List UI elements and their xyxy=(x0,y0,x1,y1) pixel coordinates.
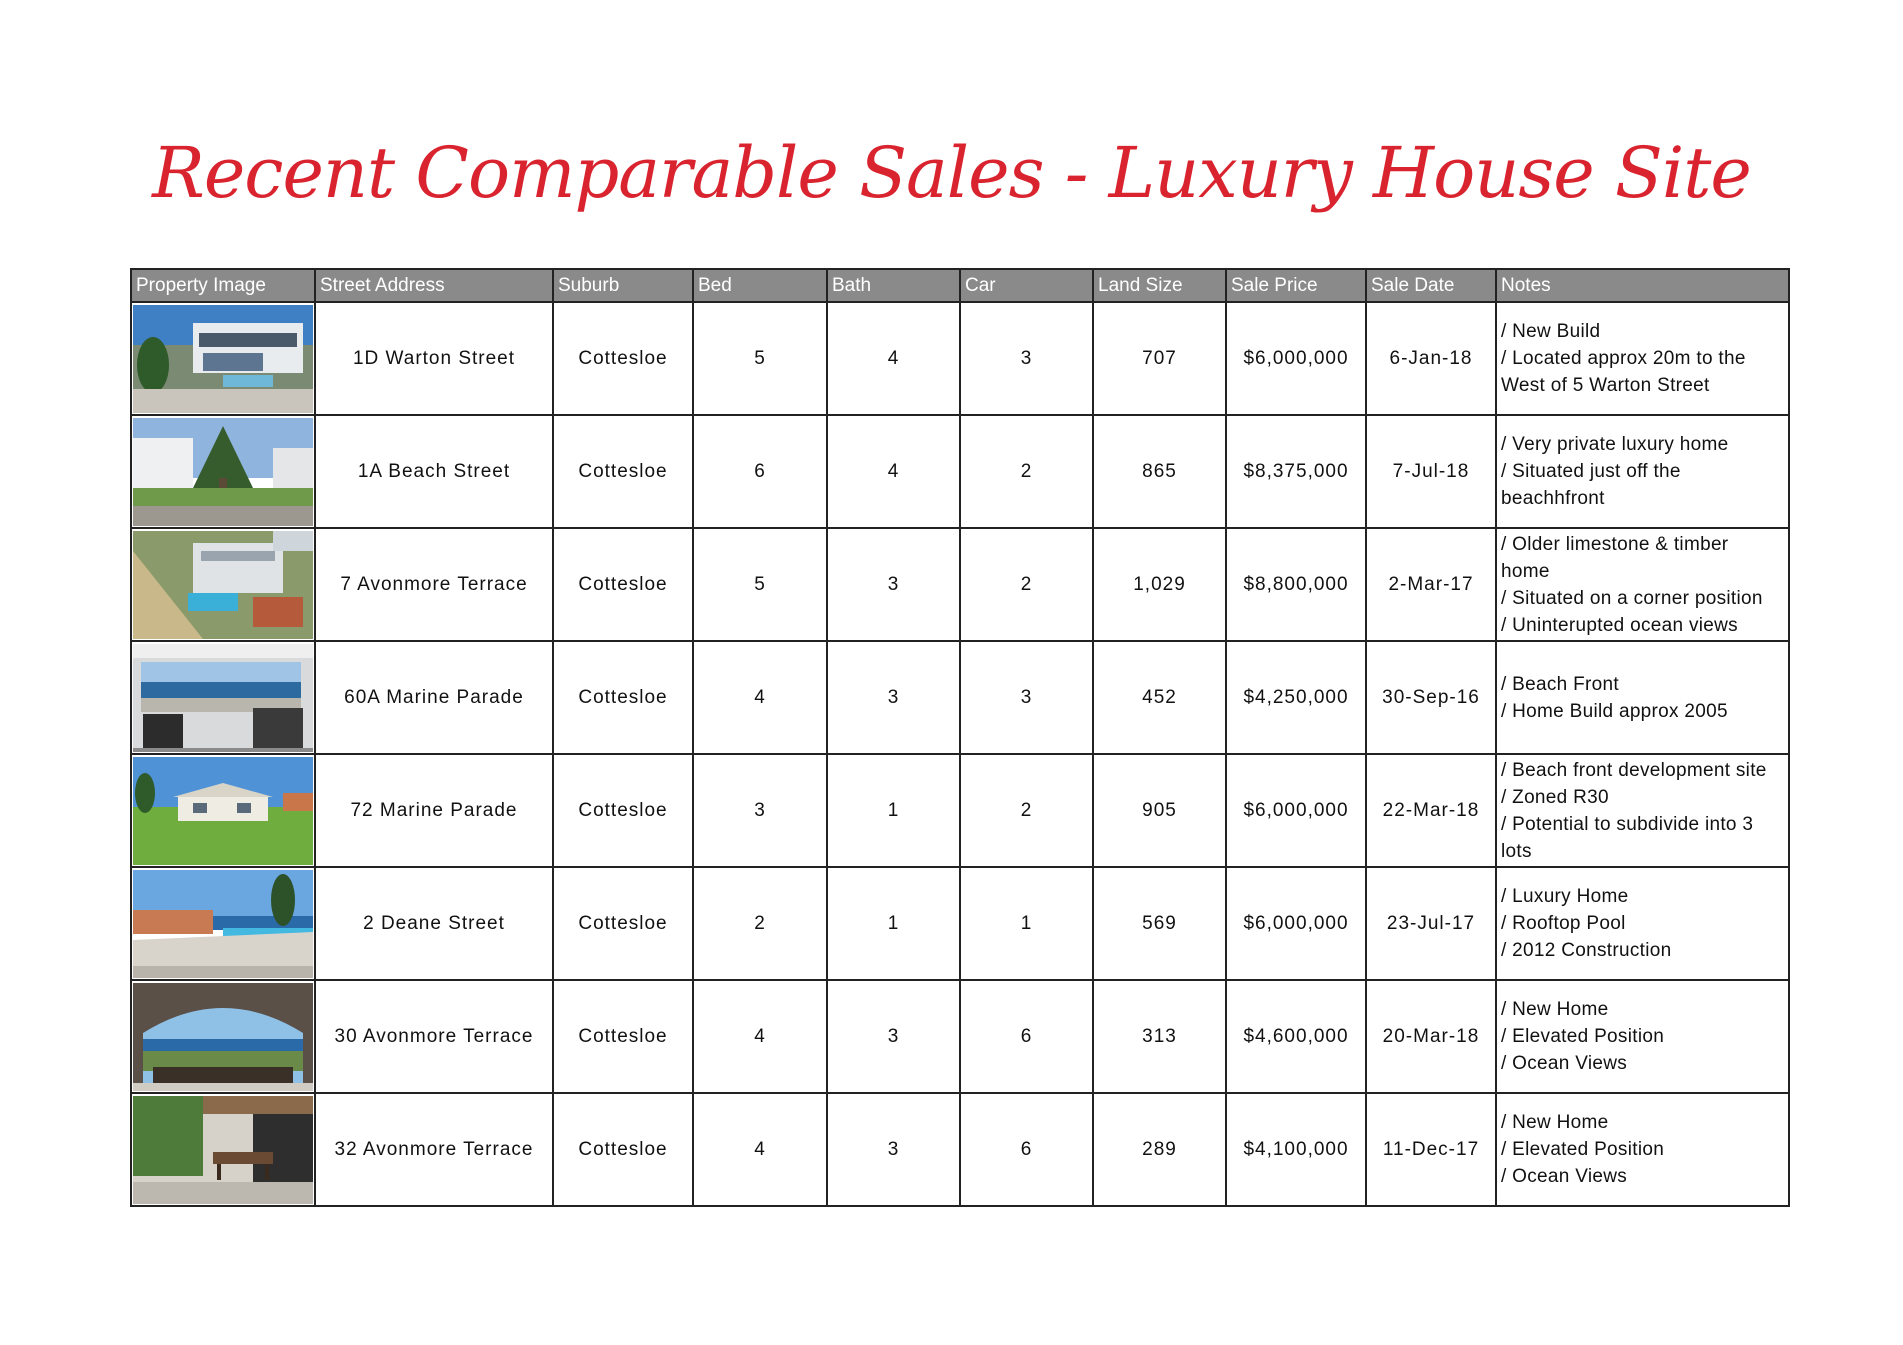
car-count: 6 xyxy=(960,980,1093,1093)
notes xyxy=(1496,528,1789,641)
sale-date: 7-Jul-18 xyxy=(1366,415,1496,528)
suburb: Cottesloe xyxy=(553,641,693,754)
sale-price: $4,600,000 xyxy=(1226,980,1366,1093)
car-count: 2 xyxy=(960,528,1093,641)
bath-count: 4 xyxy=(827,415,960,528)
sale-price: $8,800,000 xyxy=(1226,528,1366,641)
header-bath: Bath xyxy=(827,269,960,302)
suburb: Cottesloe xyxy=(553,415,693,528)
sale-date: 6-Jan-18 xyxy=(1366,302,1496,415)
notes xyxy=(1496,754,1789,867)
note-line: / New Home xyxy=(1501,999,1609,1020)
bath-count: 3 xyxy=(827,528,960,641)
bed-count: 6 xyxy=(693,415,827,528)
note-line: / 2012 Construction xyxy=(1501,940,1672,961)
property-image-cell xyxy=(131,754,315,867)
note-line: / Rooftop Pool xyxy=(1501,913,1626,934)
table-row xyxy=(131,302,1789,415)
table-row xyxy=(131,1093,1789,1206)
bed-count: 5 xyxy=(693,302,827,415)
note-line: / Situated on a corner position xyxy=(1501,587,1763,609)
header-notes: Notes xyxy=(1496,269,1789,302)
note-line: / New Build xyxy=(1501,321,1601,342)
property-image-cell xyxy=(131,528,315,641)
sales-table xyxy=(130,268,1790,1207)
suburb: Cottesloe xyxy=(553,754,693,867)
property-image-cell xyxy=(131,415,315,528)
street-address: 1A Beach Street xyxy=(315,415,553,528)
property-image-cell xyxy=(131,302,315,415)
bed-count: 4 xyxy=(693,980,827,1093)
bath-count: 1 xyxy=(827,754,960,867)
table-row xyxy=(131,528,1789,641)
table-row xyxy=(131,415,1789,528)
bed-count: 3 xyxy=(693,754,827,867)
note-line: / Very private luxury home xyxy=(1501,434,1729,455)
land-size: 452 xyxy=(1093,641,1226,754)
street-address: 72 Marine Parade xyxy=(315,754,553,867)
property-image-cell xyxy=(131,641,315,754)
sale-date: 20-Mar-18 xyxy=(1366,980,1496,1093)
property-photo xyxy=(133,531,313,639)
note-line: / Ocean Views xyxy=(1501,1053,1628,1074)
property-photo xyxy=(133,757,313,865)
property-photo xyxy=(133,870,313,978)
sale-price: $6,000,000 xyxy=(1226,867,1366,980)
note-line: / Older limestone & timber xyxy=(1501,533,1729,555)
note-line: West of 5 Warton Street xyxy=(1501,375,1710,396)
land-size: 905 xyxy=(1093,754,1226,867)
note-line: / Beach Front xyxy=(1501,673,1619,695)
note-line: / Beach front development site xyxy=(1501,759,1767,781)
sale-date: 23-Jul-17 xyxy=(1366,867,1496,980)
property-photo xyxy=(133,418,313,526)
suburb: Cottesloe xyxy=(553,980,693,1093)
note-line: / Potential to subdivide into 3 xyxy=(1501,813,1754,835)
notes xyxy=(1496,641,1789,754)
notes xyxy=(1496,867,1789,980)
property-image-cell xyxy=(131,1093,315,1206)
notes xyxy=(1496,302,1789,415)
street-address: 30 Avonmore Terrace xyxy=(315,980,553,1093)
table-row xyxy=(131,754,1789,867)
header-row xyxy=(131,269,1789,302)
header-property-image: Property Image xyxy=(131,269,315,302)
note-line: / Uninterupted ocean views xyxy=(1501,614,1738,636)
property-photo xyxy=(133,1096,313,1204)
car-count: 6 xyxy=(960,1093,1093,1206)
street-address: 7 Avonmore Terrace xyxy=(315,528,553,641)
table-row xyxy=(131,980,1789,1093)
bed-count: 5 xyxy=(693,528,827,641)
note-line: / Home Build approx 2005 xyxy=(1501,700,1728,722)
table-row xyxy=(131,641,1789,754)
note-line: / Elevated Position xyxy=(1501,1026,1665,1047)
sale-price: $8,375,000 xyxy=(1226,415,1366,528)
note-line: / Zoned R30 xyxy=(1501,786,1609,808)
sale-date: 2-Mar-17 xyxy=(1366,528,1496,641)
note-line: home xyxy=(1501,560,1550,582)
header-street-address: Street Address xyxy=(315,269,553,302)
bed-count: 2 xyxy=(693,867,827,980)
street-address: 2 Deane Street xyxy=(315,867,553,980)
notes xyxy=(1496,415,1789,528)
car-count: 1 xyxy=(960,867,1093,980)
notes xyxy=(1496,1093,1789,1206)
street-address: 60A Marine Parade xyxy=(315,641,553,754)
sale-date: 22-Mar-18 xyxy=(1366,754,1496,867)
bed-count: 4 xyxy=(693,1093,827,1206)
sale-date: 11-Dec-17 xyxy=(1366,1093,1496,1206)
header-sale-date: Sale Date xyxy=(1366,269,1496,302)
suburb: Cottesloe xyxy=(553,528,693,641)
note-line: / New Home xyxy=(1501,1112,1609,1133)
sale-price: $4,100,000 xyxy=(1226,1093,1366,1206)
car-count: 3 xyxy=(960,641,1093,754)
land-size: 569 xyxy=(1093,867,1226,980)
bath-count: 3 xyxy=(827,980,960,1093)
property-photo xyxy=(133,644,313,752)
car-count: 2 xyxy=(960,415,1093,528)
header-suburb: Suburb xyxy=(553,269,693,302)
note-line: / Located approx 20m to the xyxy=(1501,348,1746,369)
suburb: Cottesloe xyxy=(553,1093,693,1206)
car-count: 2 xyxy=(960,754,1093,867)
land-size: 707 xyxy=(1093,302,1226,415)
sale-price: $4,250,000 xyxy=(1226,641,1366,754)
sale-price: $6,000,000 xyxy=(1226,754,1366,867)
sale-date: 30-Sep-16 xyxy=(1366,641,1496,754)
notes xyxy=(1496,980,1789,1093)
bath-count: 4 xyxy=(827,302,960,415)
bed-count: 4 xyxy=(693,641,827,754)
note-line: / Situated just off the xyxy=(1501,461,1681,482)
property-image-cell xyxy=(131,867,315,980)
property-photo xyxy=(133,305,313,413)
property-photo xyxy=(133,983,313,1091)
land-size: 313 xyxy=(1093,980,1226,1093)
header-car: Car xyxy=(960,269,1093,302)
street-address: 32 Avonmore Terrace xyxy=(315,1093,553,1206)
table-row xyxy=(131,867,1789,980)
car-count: 3 xyxy=(960,302,1093,415)
note-line: lots xyxy=(1501,840,1532,862)
sale-price: $6,000,000 xyxy=(1226,302,1366,415)
land-size: 865 xyxy=(1093,415,1226,528)
bath-count: 1 xyxy=(827,867,960,980)
header-sale-price: Sale Price xyxy=(1226,269,1366,302)
note-line: / Luxury Home xyxy=(1501,886,1629,907)
bath-count: 3 xyxy=(827,1093,960,1206)
street-address: 1D Warton Street xyxy=(315,302,553,415)
suburb: Cottesloe xyxy=(553,867,693,980)
bath-count: 3 xyxy=(827,641,960,754)
land-size: 289 xyxy=(1093,1093,1226,1206)
page-title: Recent Comparable Sales - Luxury House Site xyxy=(152,132,1751,214)
note-line: beachhfront xyxy=(1501,488,1605,509)
property-image-cell xyxy=(131,980,315,1093)
note-line: / Elevated Position xyxy=(1501,1139,1665,1160)
header-land-size: Land Size xyxy=(1093,269,1226,302)
land-size: 1,029 xyxy=(1093,528,1226,641)
header-bed: Bed xyxy=(693,269,827,302)
suburb: Cottesloe xyxy=(553,302,693,415)
note-line: / Ocean Views xyxy=(1501,1166,1628,1187)
